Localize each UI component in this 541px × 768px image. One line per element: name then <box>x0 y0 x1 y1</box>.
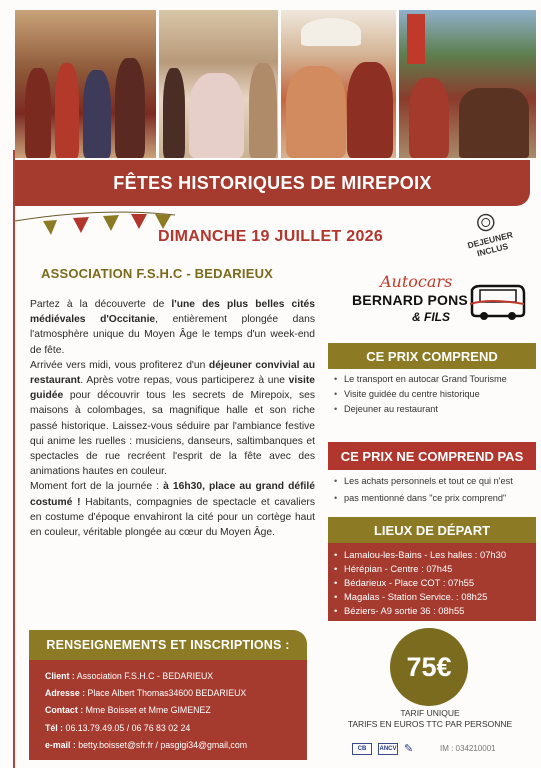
payment-icons <box>352 742 413 755</box>
paragraph-lunch-visit: Arrivée vers midi, vous profiterez d'un déjeuner convivial au restaurant. Après votre repas, vous participerez à une visite guidée pour découvrir tous les secrets de Mirepoix, ses maisons à colombages, sa magnifique halle et son riche passé historique. Laissez-vous séduire par l'ambiance festive qui anime les ruelles : musiciens, danseurs, saltimbanques et spectacles de rue recréent l'esprit de la fête avec des animations hautes en couleur. <box>30 359 315 478</box>
list-item: • Dejeuner au restaurant <box>332 402 537 417</box>
list-item: • pas mentionné dans "ce prix comprend" <box>332 490 537 507</box>
photo-musicians <box>15 10 156 158</box>
title-band <box>15 160 530 206</box>
included-list <box>332 372 537 417</box>
list-item: • Le transport en autocar Grand Tourisme <box>332 372 537 387</box>
info-client: Client : Association F.S.H.C - BEDARIEUX <box>45 671 214 681</box>
badge-text: DEJEUNER INCLUS <box>466 229 514 259</box>
event-date: DIMANCHE 19 JUILLET 2026 <box>158 228 384 245</box>
price-badge: 75€ <box>390 628 468 706</box>
cheque-icon: ✎ <box>404 743 414 755</box>
list-item: • Hérépian - Centre : 07h45 <box>332 562 537 576</box>
info-phone: Tél : 06.13.79.49.05 / 06 76 83 02 24 <box>45 722 191 733</box>
info-contact: Contact : Mme Boisset et Mme GIMENEZ <box>45 705 211 716</box>
photo-dancers <box>159 10 278 158</box>
excluded-header: CE PRIX NE COMPREND PAS <box>328 442 536 470</box>
list-item: • Magalas - Station Service. : 08h25 <box>332 590 537 604</box>
info-box <box>29 660 307 760</box>
list-item: • Bédarieux - Place COT : 07h55 <box>332 576 537 590</box>
info-email[interactable]: e-mail : betty.boisset@sfr.fr / pasgigi34@gmail,com <box>45 739 248 750</box>
paragraph-parade: Moment fort de la journée : à 16h30, place au grand défilé costumé ! Habitants, compagnies de spectacle et cavaliers en costume d'époque envahiront la cité pour un cortège haut en couleur, véritable plongée au cœur du Moyen Âge. <box>30 481 315 539</box>
list-item: • Béziers- A9 sortie 36 : 08h55 <box>332 604 537 618</box>
photo-banner <box>15 10 536 158</box>
photo-horses <box>399 10 536 158</box>
photo-costumes <box>281 10 395 158</box>
included-header: CE PRIX COMPREND <box>328 343 536 369</box>
info-header: RENSEIGNEMENTS ET INSCRIPTIONS : <box>29 630 307 660</box>
description-text <box>30 297 315 540</box>
paragraph-intro: Partez à la découverte de l'une des plus belles cités médiévales d'Occitanie, entièrement plongée dans l'atmosphère unique du Moyen Âge le temps d'un week-end de fête. <box>30 299 316 356</box>
association-name: ASSOCIATION F.S.H.C - BEDARIEUX <box>41 266 274 281</box>
page-title: FÊTES HISTORIQUES DE MIREPOIX <box>113 172 432 193</box>
list-item: • Visite guidée du centre historique <box>332 387 537 402</box>
list-item: • Lamalou-les-Bains - Les halles : 07h30 <box>332 548 537 562</box>
departures-list <box>332 548 537 618</box>
departures-header: LIEUX DE DÉPART <box>328 517 536 543</box>
list-item: • Les achats personnels et tout ce qui n'est <box>332 473 537 490</box>
lunch-included-badge <box>454 206 526 274</box>
cb-card-icon: CB <box>352 743 372 755</box>
ancv-icon: ANCV <box>378 743 398 755</box>
autocars-logo: Autocars BERNARD PONS & FILS <box>352 272 527 332</box>
excluded-list <box>332 473 537 507</box>
registration-number: IM : 034210001 <box>440 744 496 753</box>
tarif-note: TARIF UNIQUE TARIFS EN EUROS TTC PAR PERSONNE <box>347 708 513 729</box>
bus-icon <box>470 282 526 322</box>
info-address: Adresse : Place Albert Thomas34600 BEDARIEUX <box>45 688 247 699</box>
